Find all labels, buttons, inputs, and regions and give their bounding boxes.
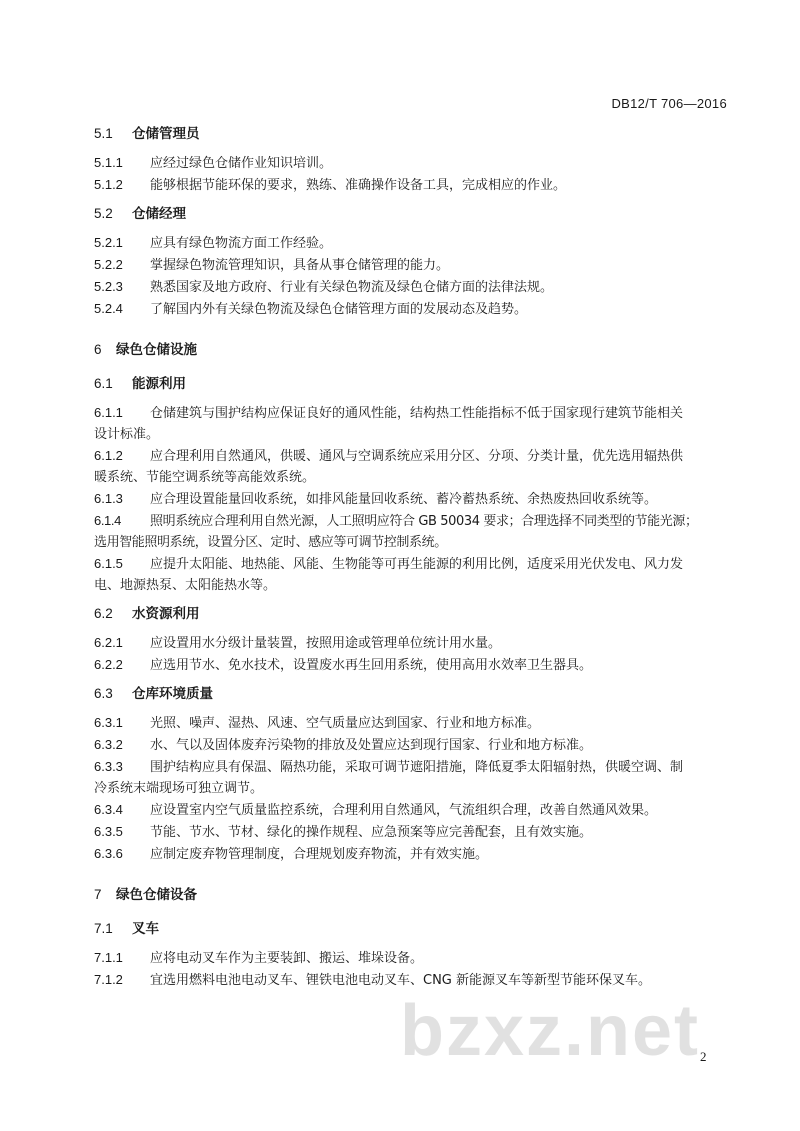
clause-6-3-1: 6.3.1 光照、噪声、湿热、风速、空气质量应达到国家、行业和地方标准。 (94, 715, 541, 731)
clause-6-2-2: 6.2.2 应选用节水、免水技术，设置废水再生回用系统，使用高用水效率卫生器具。 (94, 657, 593, 673)
section-heading-6-1: 6.1 能源利用 (94, 376, 186, 392)
section-heading-7-1: 7.1 叉车 (94, 921, 159, 937)
clause-5-1-1: 5.1.1 应经过绿色仓储作业知识培训。 (94, 155, 333, 171)
clause-6-1-5: 6.1.5 应提升太阳能、地热能、风能、生物能等可再生能源的利用比例，适度采用光伏发电、风力发 电、地源热泵、太阳能热水等。 (94, 556, 684, 593)
clause-6-1-3: 6.1.3 应合理设置能量回收系统，如排风能量回收系统、蓄冷蓄热系统、余热废热回收系统等。 (94, 491, 658, 507)
section-heading-5-2: 5.2 仓储经理 (94, 206, 186, 222)
clause-6-2-1: 6.2.1 应设置用水分级计量装置，按照用途或管理单位统计用水量。 (94, 635, 502, 651)
clause-5-2-2: 5.2.2 掌握绿色物流管理知识，具备从事仓储管理的能力。 (94, 257, 450, 273)
clause-6-1-4: 6.1.4 照明系统应合理利用自然光源，人工照明应符合 GB 50034 要求；合理选择不同类型的节能光源； 选用智能照明系统，设置分区、定时、感应等可调节控制系统。 (94, 513, 698, 550)
clause-6-3-3: 6.3.3 围护结构应具有保温、隔热功能，采取可调节遮阳措施，降低夏季太阳辐射热，供暖空调、制 冷系统末端现场可独立调节。 (94, 759, 684, 796)
clause-7-1-2: 7.1.2 宜选用燃料电池电动叉车、锂铁电池电动叉车、CNG 新能源叉车等新型节能环保叉车。 (94, 972, 652, 988)
clause-5-1-2: 5.1.2 能够根据节能环保的要求，熟练、准确操作设备工具，完成相应的作业。 (94, 177, 567, 193)
clause-6-3-6: 6.3.6 应制定废弃物管理制度，合理规划废弃物流，并有效实施。 (94, 846, 489, 862)
document-code: DB12/T 706—2016 (611, 96, 727, 111)
clause-6-3-2: 6.3.2 水、气以及固体废弃污染物的排放及处置应达到现行国家、行业和地方标准。 (94, 737, 593, 753)
clause-6-3-5: 6.3.5 节能、节水、节材、绿化的操作规程、应急预案等应完善配套，且有效实施。 (94, 824, 593, 840)
section-heading-6-2: 6.2 水资源利用 (94, 606, 200, 622)
watermark: bzxz.net (400, 991, 701, 1071)
section-heading-6-3: 6.3 仓库环境质量 (94, 686, 213, 702)
clause-5-2-1: 5.2.1 应具有绿色物流方面工作经验。 (94, 235, 333, 251)
clause-6-1-2: 6.1.2 应合理利用自然通风，供暖、通风与空调系统应采用分区、分项、分类计量，优先选用辐热供 暖系统、节能空调系统等高能效系统。 (94, 448, 684, 485)
chapter-heading-6: 6 绿色仓储设施 (94, 342, 197, 358)
document-body (94, 124, 734, 991)
clause-6-1-1: 6.1.1 仓储建筑与围护结构应保证良好的通风性能，结构热工性能指标不低于国家现行建筑节能相关 设计标准。 (94, 405, 684, 442)
clause-7-1-1: 7.1.1 应将电动叉车作为主要装卸、搬运、堆垛设备。 (94, 950, 424, 966)
clause-5-2-4: 5.2.4 了解国内外有关绿色物流及绿色仓储管理方面的发展动态及趋势。 (94, 301, 528, 317)
clause-5-2-3: 5.2.3 熟悉国家及地方政府、行业有关绿色物流及绿色仓储方面的法律法规。 (94, 279, 554, 295)
section-heading-5-1: 5.1 仓储管理员 (94, 126, 200, 142)
page-number: 2 (700, 1049, 707, 1064)
chapter-heading-7: 7 绿色仓储设备 (94, 887, 197, 903)
clause-6-3-4: 6.3.4 应设置室内空气质量监控系统，合理利用自然通风，气流组织合理，改善自然通风效果。 (94, 802, 658, 818)
